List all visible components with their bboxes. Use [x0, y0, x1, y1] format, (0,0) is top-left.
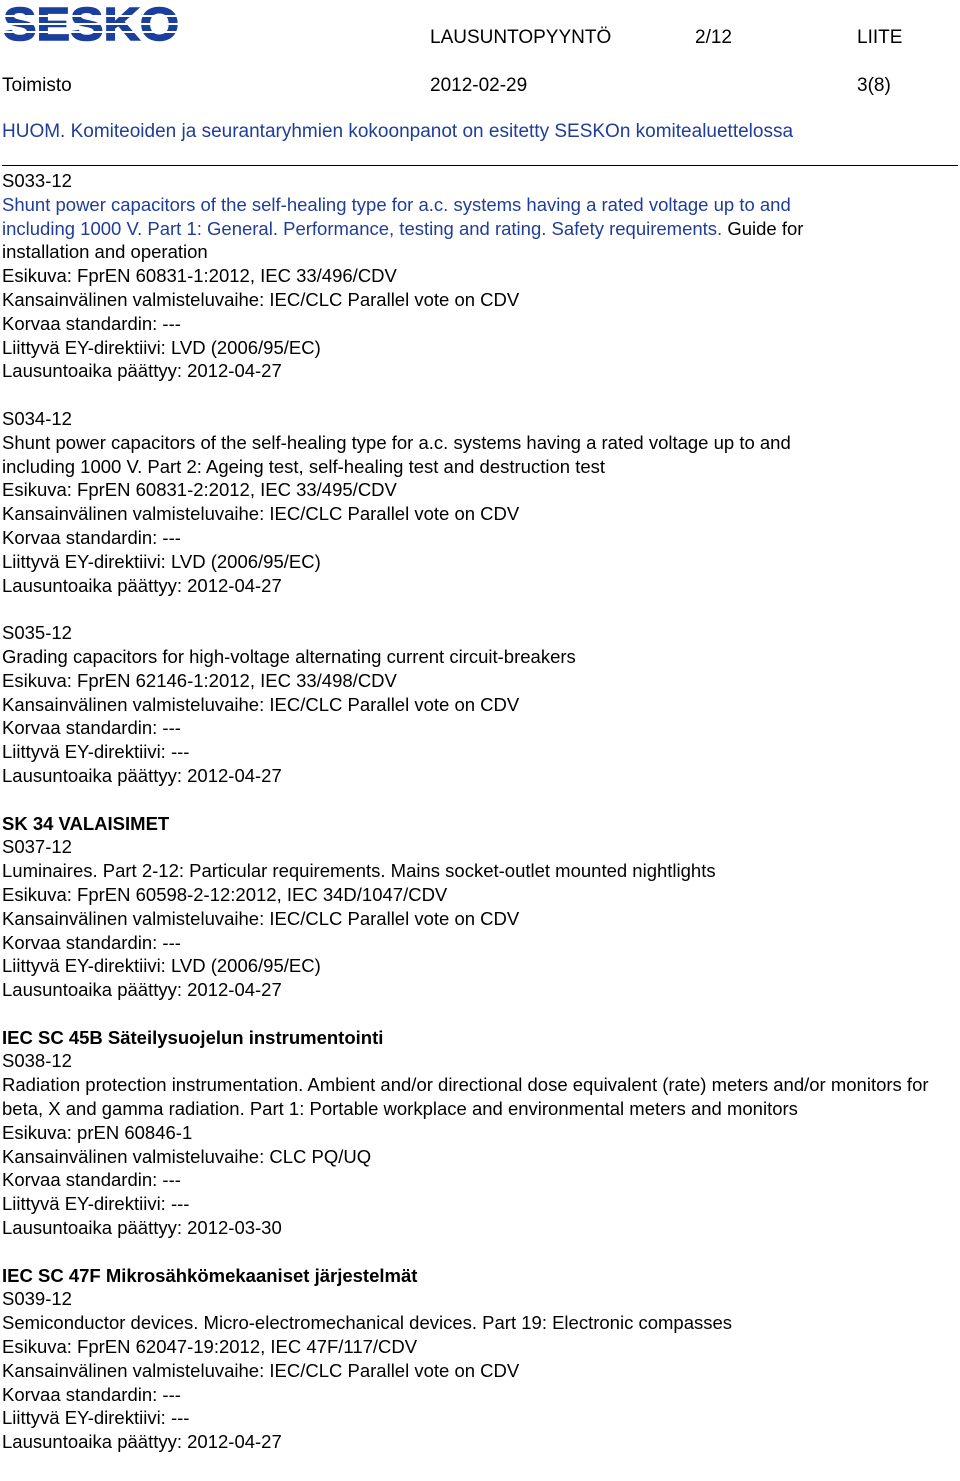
- item-korvaa: Korvaa standardin: ---: [2, 312, 181, 334]
- item-direktiivi: Liittyvä EY-direktiivi: ---: [2, 1407, 190, 1429]
- item-title: Luminaires. Part 2-12: Particular requirements. Mains socket-outlet mounted nightlights: [2, 860, 716, 882]
- item-title: Semiconductor devices. Micro-electromechanical devices. Part 19: Electronic compasses: [2, 1312, 733, 1334]
- item-direktiivi: Liittyvä EY-direktiivi: LVD (2006/95/EC): [2, 550, 321, 572]
- header-divider: [2, 165, 958, 166]
- document-body: [2, 169, 942, 1454]
- item-vaihe: Kansainvälinen valmisteluvaihe: IEC/CLC Parallel vote on CDV: [2, 693, 520, 715]
- item-title-continued: including 1000 V. Part 2: Ageing test, self-healing test and destruction test: [2, 455, 606, 477]
- item-vaihe: Kansainvälinen valmisteluvaihe: IEC/CLC Parallel vote on CDV: [2, 907, 520, 929]
- item-vaihe: Kansainvälinen valmisteluvaihe: IEC/CLC Parallel vote on CDV: [2, 1359, 520, 1381]
- section-heading: IEC SC 45B Säteilysuojelun instrumentointi: [2, 1026, 384, 1048]
- item-vaihe: Kansainvälinen valmisteluvaihe: CLC PQ/UQ: [2, 1145, 372, 1167]
- item-title: Shunt power capacitors of the self-healing type for a.c. systems having a rated voltage up to and: [2, 193, 791, 215]
- item-title: Grading capacitors for high-voltage alternating current circuit-breakers: [2, 645, 576, 667]
- appendix-label: LIITE: [857, 27, 903, 48]
- spacer: [2, 1240, 942, 1264]
- item-deadline: Lausuntoaika päättyy: 2012-03-30: [2, 1217, 282, 1239]
- item-title-continued: [2, 217, 942, 241]
- item-s037-12: [2, 812, 942, 1002]
- item-korvaa: Korvaa standardin: ---: [2, 1383, 181, 1405]
- committee-note: HUOM. Komiteoiden ja seurantaryhmien kokoonpanot on esitetty SESKOn komitealuettelossa: [2, 121, 794, 142]
- sesko-logo: [2, 2, 182, 51]
- item-deadline: Lausuntoaika päättyy: 2012-04-27: [2, 764, 282, 786]
- item-id: S038-12: [2, 1050, 72, 1072]
- item-id: S034-12: [2, 407, 72, 429]
- document-date: 2012-02-29: [430, 75, 528, 96]
- item-deadline: Lausuntoaika päättyy: 2012-04-27: [2, 979, 282, 1001]
- page-number: 3(8): [857, 75, 891, 96]
- item-esikuva: Esikuva: FprEN 62146-1:2012, IEC 33/498/CDV: [2, 669, 397, 691]
- doc-type: LAUSUNTOPYYNTÖ: [430, 27, 612, 48]
- item-esikuva: Esikuva: FprEN 62047-19:2012, IEC 47F/117/CDV: [2, 1336, 418, 1358]
- item-direktiivi: Liittyvä EY-direktiivi: ---: [2, 741, 190, 763]
- item-korvaa: Korvaa standardin: ---: [2, 717, 181, 739]
- item-title: Radiation protection instrumentation. Ambient and/or directional dose equivalent (rate) meters and/or monitors for beta, X and gamma radiation. Part 1: Portable workplace and environmental meters and monitors: [2, 1074, 929, 1120]
- item-title-highlight: including 1000 V. Part 1: General. Performance, testing and rating. Safety requirements.: [2, 217, 723, 239]
- section-heading: IEC SC 47F Mikrosähkömekaaniset järjestelmät: [2, 1264, 418, 1286]
- doc-number: 2/12: [695, 27, 732, 48]
- item-esikuva: Esikuva: FprEN 60831-1:2012, IEC 33/496/CDV: [2, 265, 397, 287]
- item-title-end: installation and operation: [2, 241, 208, 263]
- spacer: [2, 597, 942, 621]
- item-vaihe: Kansainvälinen valmisteluvaihe: IEC/CLC Parallel vote on CDV: [2, 503, 520, 525]
- item-deadline: Lausuntoaika päättyy: 2012-04-27: [2, 574, 282, 596]
- item-deadline: Lausuntoaika päättyy: 2012-04-27: [2, 1431, 282, 1453]
- item-id: S037-12: [2, 836, 72, 858]
- item-s035-12: [2, 621, 942, 788]
- item-id: S033-12: [2, 170, 72, 191]
- item-korvaa: Korvaa standardin: ---: [2, 1169, 181, 1191]
- item-esikuva: Esikuva: FprEN 60831-2:2012, IEC 33/495/CDV: [2, 479, 397, 501]
- item-s038-12: [2, 1026, 942, 1240]
- item-title: Shunt power capacitors of the self-healing type for a.c. systems having a rated voltage up to and: [2, 431, 791, 453]
- item-deadline: Lausuntoaika päättyy: 2012-04-27: [2, 360, 282, 382]
- item-esikuva: Esikuva: prEN 60846-1: [2, 1121, 193, 1143]
- logo-text: SESKO: [3, 2, 179, 46]
- spacer: [2, 383, 942, 407]
- item-direktiivi: Liittyvä EY-direktiivi: LVD (2006/95/EC): [2, 955, 321, 977]
- item-s039-12: [2, 1264, 942, 1454]
- item-vaihe: Kansainvälinen valmisteluvaihe: IEC/CLC Parallel vote on CDV: [2, 288, 520, 310]
- spacer: [2, 1002, 942, 1026]
- item-s034-12: [2, 407, 942, 597]
- page-header: [0, 0, 960, 120]
- section-heading: SK 34 VALAISIMET: [2, 812, 170, 834]
- office-label: Toimisto: [2, 75, 72, 96]
- item-korvaa: Korvaa standardin: ---: [2, 526, 181, 548]
- item-direktiivi: Liittyvä EY-direktiivi: ---: [2, 1193, 190, 1215]
- item-esikuva: Esikuva: FprEN 60598-2-12:2012, IEC 34D/1047/CDV: [2, 883, 448, 905]
- item-s033-12: [2, 169, 942, 383]
- item-korvaa: Korvaa standardin: ---: [2, 931, 181, 953]
- spacer: [2, 788, 942, 812]
- item-id: S035-12: [2, 622, 72, 644]
- item-id: S039-12: [2, 1288, 72, 1310]
- item-title-rest: Guide for: [722, 217, 804, 239]
- item-direktiivi: Liittyvä EY-direktiivi: LVD (2006/95/EC): [2, 336, 321, 358]
